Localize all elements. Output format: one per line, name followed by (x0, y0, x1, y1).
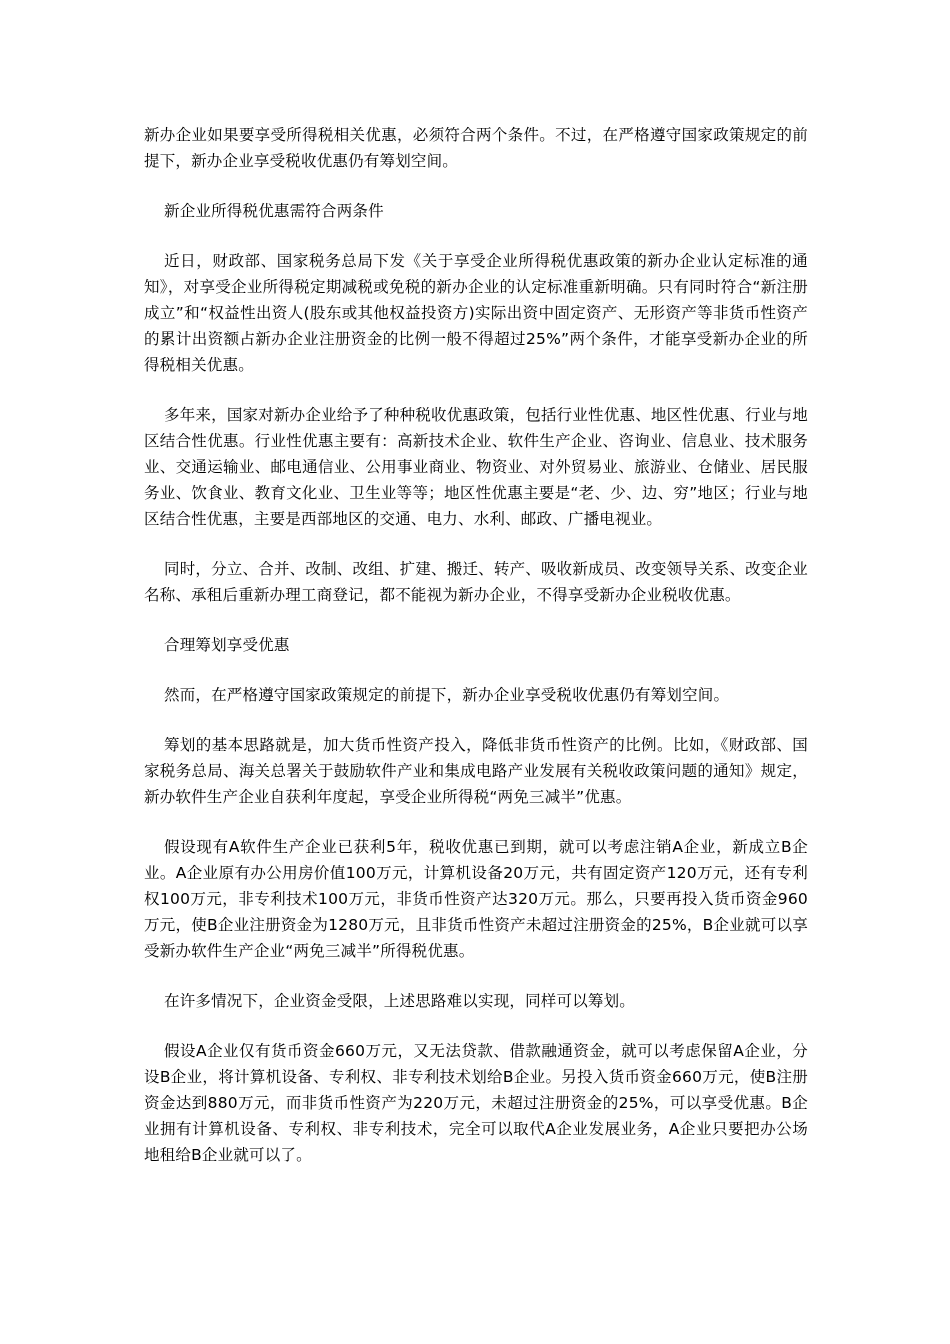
section-heading-conditions: 新企业所得税优惠需符合两条件 (164, 202, 384, 220)
paragraph-gap (144, 174, 808, 198)
paragraph-gap (144, 810, 808, 834)
paragraph-gap (144, 378, 808, 402)
paragraph-gap (144, 708, 808, 732)
body-paragraph: 在许多情况下，企业资金受限，上述思路难以实现，同样可以筹划。 (164, 992, 636, 1010)
paragraph-gap (144, 658, 808, 682)
body-paragraph: 同时，分立、合并、改制、改组、扩建、搬迁、转产、吸收新成员、改变领导关系、改变企业名称、承租后重新办理工商登记，都不能视为新办企业，不得享受新办企业税收优惠。 (144, 560, 808, 604)
body-paragraph: 筹划的基本思路就是，加大货币性资产投入，降低非货币性资产的比例。比如，《财政部、国家税务总局、海关总署关于鼓励软件产业和集成电路产业发展有关税收政策问题的通知》规定，新办软件生产企业自获利年度起，享受企业所得税“两免三减半”优惠。 (144, 736, 808, 806)
document-body (144, 122, 808, 1168)
paragraph-gap (144, 964, 808, 988)
paragraph-gap (144, 532, 808, 556)
paragraph-gap (144, 1014, 808, 1038)
body-paragraph: 假设A企业仅有货币资金660万元，又无法贷款、借款融通资金，就可以考虑保留A企业，分设B企业，将计算机设备、专利权、非专利技术划给B企业。另投入货币资金660万元，使B注册资金达到880万元，而非货币性资产为220万元，未超过注册资金的25%，可以享受优惠。B企业拥有计算机设备、专利权、非专利技术，完全可以取代A企业发展业务，A企业只要把办公场地租给B企业就可以了。 (144, 1042, 808, 1164)
body-paragraph: 然而，在严格遵守国家政策规定的前提下，新办企业享受税收优惠仍有筹划空间。 (164, 686, 730, 704)
body-paragraph: 假设现有A软件生产企业已获利5年，税收优惠已到期，就可以考虑注销A企业，新成立B企业。A企业原有办公用房价值100万元，计算机设备20万元，共有固定资产120万元，还有专利权100万元，非专利技术100万元，非货币性资产达320万元。那么，只要再投入货币资金960万元，使B企业注册资金为1280万元，且非货币性资产未超过注册资金的25%，B企业就可以享受新办软件生产企业“两免三减半”所得税优惠。 (144, 838, 808, 960)
paragraph-gap (144, 224, 808, 248)
body-paragraph: 近日，财政部、国家税务总局下发《关于享受企业所得税优惠政策的新办企业认定标准的通知》，对享受企业所得税定期减税或免税的新办企业的认定标准重新明确。只有同时符合“新注册成立”和“权益性出资人(股东或其他权益投资方)实际出资中固定资产、无形资产等非货币性资产的累计出资额占新办企业注册资金的比例一般不得超过25%”两个条件，才能享受新办企业的所得税相关优惠。 (144, 252, 808, 374)
body-paragraph: 多年来，国家对新办企业给予了种种税收优惠政策，包括行业性优惠、地区性优惠、行业与地区结合性优惠。行业性优惠主要有：高新技术企业、软件生产企业、咨询业、信息业、技术服务业、交通运输业、邮电通信业、公用事业商业、物资业、对外贸易业、旅游业、仓储业、居民服务业、饮食业、教育文化业、卫生业等等；地区性优惠主要是“老、少、边、穷”地区；行业与地区结合性优惠，主要是西部地区的交通、电力、水利、邮政、广播电视业。 (144, 406, 808, 528)
paragraph-gap (144, 608, 808, 632)
section-heading-planning: 合理筹划享受优惠 (164, 636, 290, 654)
intro-paragraph: 新办企业如果要享受所得税相关优惠，必须符合两个条件。不过，在严格遵守国家政策规定的前提下，新办企业享受税收优惠仍有筹划空间。 (144, 126, 808, 170)
